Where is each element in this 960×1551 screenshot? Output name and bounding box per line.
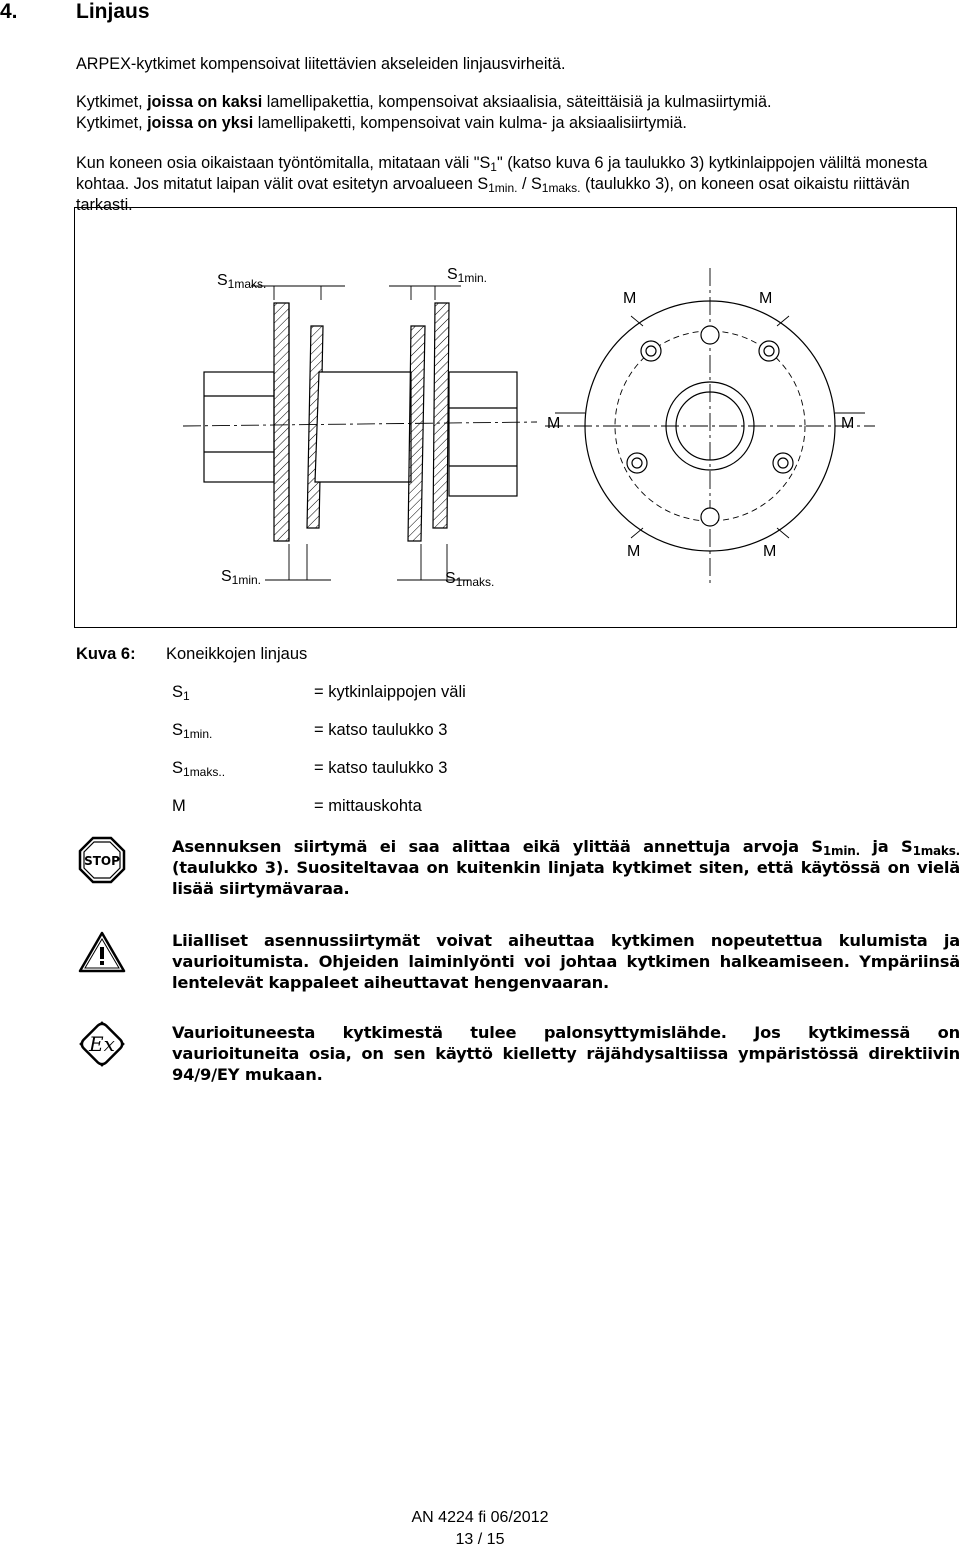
coupling-alignment-figure xyxy=(74,207,957,628)
emphasis: joissa on yksi xyxy=(147,114,254,132)
text: / S xyxy=(517,175,542,193)
legend-symbol: $S_1$ xyxy=(172,683,190,703)
footer-document-id: AN 4224 fi 06/2012 xyxy=(411,1509,549,1526)
legend-definition: = katso taulukko 3 xyxy=(314,759,448,777)
section-heading xyxy=(0,0,150,24)
label-s1min-bottom: $S_{1min.}$ xyxy=(221,568,262,587)
subscript: 1maks. xyxy=(541,181,581,195)
label-m-top-left: M xyxy=(623,290,637,307)
subscript: 1min. xyxy=(822,844,860,858)
subscript: 1maks. xyxy=(912,844,960,858)
warning-triangle-icon xyxy=(78,930,126,978)
label-m-mid-left: M xyxy=(547,415,561,432)
stop-icon xyxy=(78,836,126,884)
caution-warning-text: Liialliset asennussiirtymät voivat aiheuttaa kytkimen nopeutettua kulumista ja vaurioitumista. Ohjeiden laiminlyönti voi johtaa kytkimen halkeamiseen. Ympäriinsä lentelevät kappaleet aiheuttavat hengenvaaran. xyxy=(172,931,960,992)
text: Kun koneen osia oikaistaan työntömitalla, mitataan väli "S xyxy=(76,154,491,172)
text: lamellipaketti, kompensoivat vain kulma- ja aksiaalisiirtymiä. xyxy=(253,114,687,132)
label-m-mid-right: M xyxy=(841,415,855,432)
legend-definition: = mittauskohta xyxy=(314,797,422,815)
label-s1maks-bottom: $S_{1maks.}$ xyxy=(445,570,495,589)
stop-icon-text: STOP xyxy=(84,854,120,868)
coupling-drawing xyxy=(75,208,956,627)
figure-caption-label: Kuva 6: xyxy=(76,645,136,663)
section-title: Linjaus xyxy=(76,0,150,23)
label-m-bottom-right: M xyxy=(763,543,777,560)
section-number: 4. xyxy=(0,0,18,23)
flange-front-view xyxy=(545,268,875,586)
footer-page-number: 13 / 15 xyxy=(455,1531,505,1548)
legend-definition: = kytkinlaippojen väli xyxy=(314,683,466,701)
text: Kytkimet, xyxy=(76,114,148,132)
text: (taulukko 3). Suositeltavaa on kuitenkin linjata kytkimet siten, että käytössä on vielä lisää siirtymävaraa. xyxy=(172,858,960,898)
compensation-paragraph xyxy=(76,92,956,134)
stop-warning-text xyxy=(172,836,960,899)
text: " (katso kuva 6 ja taulukko 3) kytkinlaippojen väliltä monesta kohtaa. Jos mitatut laipan välit ovat esitetyn arvoalueen S xyxy=(76,154,928,193)
text: Kytkimet, xyxy=(76,93,148,111)
text: ja S xyxy=(859,837,913,856)
ex-warning-text: Vaurioituneesta kytkimestä tulee palonsyttymislähde. Jos kytkimessä on vaurioituneita osia, on sen käyttö kielletty räjähdysaltiissa ympäristössä direktiivin 94/9/EY mukaan. xyxy=(172,1023,960,1084)
label-m-top-right: M xyxy=(759,290,773,307)
subscript: 1 xyxy=(490,160,497,174)
legend-symbol: M xyxy=(172,797,186,815)
emphasis: joissa on kaksi xyxy=(147,93,263,111)
ex-explosion-icon xyxy=(78,1020,126,1068)
subscript: 1min. xyxy=(488,181,518,195)
legend-symbol: $S_{1min.}$ xyxy=(172,721,213,741)
label-m-bottom-left: M xyxy=(627,543,641,560)
text: Asennuksen siirtymä ei saa alittaa eikä ylittää annettuja arvoja S xyxy=(172,837,823,856)
label-s1min-top: $S_{1min.}$ xyxy=(447,266,488,285)
text: (taulukko 3), on koneen osat oikaistu riittävän tarkasti. xyxy=(76,175,910,214)
label-s1maks-top: $S_{1maks.}$ xyxy=(217,272,267,291)
coupling-side-view xyxy=(183,286,537,580)
svg-text:Ex: Ex xyxy=(89,1032,115,1056)
legend-symbol: $S_{1maks..}$ xyxy=(172,759,226,779)
figure-caption-title: Koneikkojen linjaus xyxy=(166,645,308,663)
legend-definition: = katso taulukko 3 xyxy=(314,721,448,739)
intro-paragraph: ARPEX-kytkimet kompensoivat liitettävien akseleiden linjausvirheitä. xyxy=(76,55,566,73)
text: lamellipakettia, kompensoivat aksiaalisia, säteittäisiä ja kulmasiirtymiä. xyxy=(262,93,772,111)
